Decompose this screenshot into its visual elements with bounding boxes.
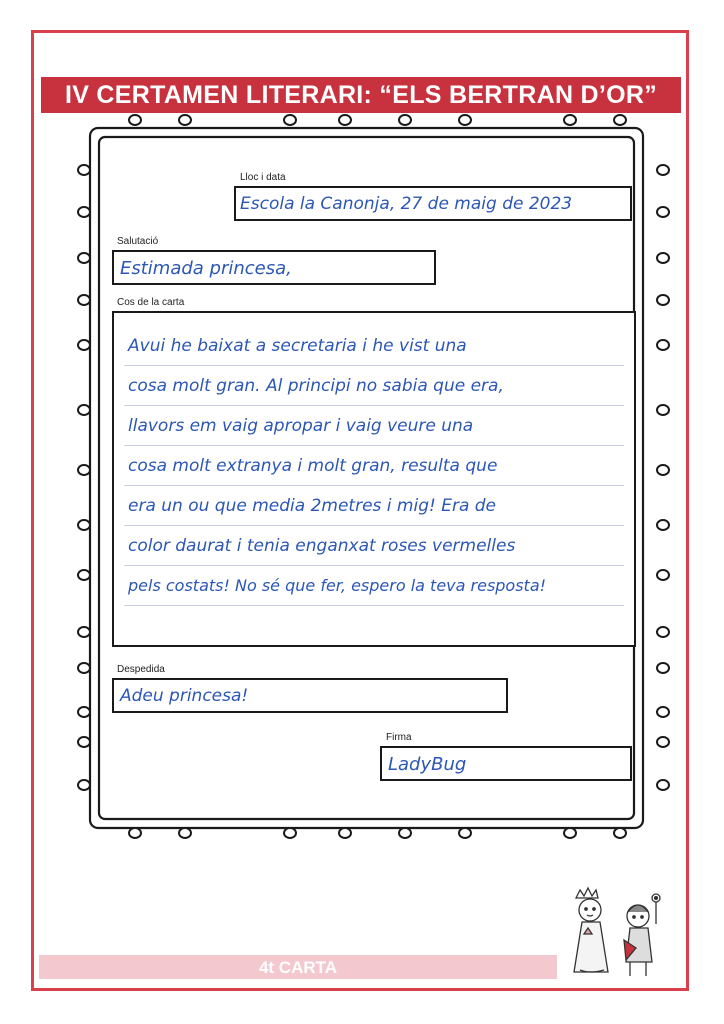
body-box: [112, 311, 636, 647]
body-line: cosa molt extranya i molt gran, resulta que: [124, 447, 624, 486]
body-line: era un ou que media 2metres i mig! Era de: [124, 487, 624, 526]
frame-loop: [657, 737, 669, 747]
frame-loop: [657, 520, 669, 530]
frame-loop: [284, 828, 296, 838]
frame-loop: [339, 115, 351, 125]
frame-loop: [657, 570, 669, 580]
letter-number-bar: 4t CARTA: [39, 955, 557, 979]
frame-loop: [78, 465, 90, 475]
frame-loop: [657, 340, 669, 350]
signature-label: Firma: [386, 732, 412, 743]
frame-loop: [657, 165, 669, 175]
body-line: Avui he baixat a secretaria i he vist una: [124, 327, 624, 366]
frame-loop: [657, 627, 669, 637]
farewell-box: [112, 678, 508, 713]
salutation-label: Salutació: [117, 236, 159, 247]
frame-loop: [657, 663, 669, 673]
frame-loop: [129, 828, 141, 838]
frame-loop: [78, 780, 90, 790]
frame-loop: [399, 828, 411, 838]
body-line: color daurat i tenia enganxat roses vermelles: [124, 527, 624, 566]
frame-loop: [564, 115, 576, 125]
place-date-label: Lloc i data: [240, 172, 286, 183]
frame-loop: [78, 737, 90, 747]
signature-box: [380, 746, 632, 781]
body-label: Cos de la carta: [117, 297, 185, 308]
signature-value: LadyBug: [388, 754, 467, 775]
frame-loop: [657, 465, 669, 475]
frame-loop: [129, 115, 141, 125]
frame-loop: [657, 780, 669, 790]
frame-loop: [657, 295, 669, 305]
frame-loop: [78, 627, 90, 637]
frame-loop: [657, 207, 669, 217]
frame-loop: [459, 115, 471, 125]
place-date-box: [234, 186, 632, 221]
place-date-value: Escola la Canonja, 27 de maig de 2023: [240, 194, 573, 214]
frame-loop: [339, 828, 351, 838]
salutation-value: Estimada princesa,: [120, 258, 292, 279]
frame-loop: [78, 165, 90, 175]
frame-loop: [399, 115, 411, 125]
frame-loop: [78, 663, 90, 673]
frame-loop: [284, 115, 296, 125]
salutation-box: [112, 250, 436, 285]
princess-knight-illustration: [560, 884, 672, 980]
frame-loop: [179, 115, 191, 125]
frame-loop: [78, 253, 90, 263]
frame-loop: [78, 295, 90, 305]
frame-loop: [78, 570, 90, 580]
frame-loop: [78, 405, 90, 415]
frame-loop: [179, 828, 191, 838]
body-line: llavors em vaig apropar i vaig veure una: [124, 407, 624, 446]
frame-loop: [459, 828, 471, 838]
farewell-label: Despedida: [117, 664, 165, 675]
frame-loop: [564, 828, 576, 838]
frame-loop: [614, 828, 626, 838]
frame-loop: [614, 115, 626, 125]
frame-loop: [78, 707, 90, 717]
farewell-value: Adeu princesa!: [120, 686, 249, 706]
body-line: pels costats! No sé que fer, espero la teva resposta!: [124, 567, 624, 606]
frame-loop: [78, 207, 90, 217]
frame-loop: [78, 520, 90, 530]
frame-loop: [657, 405, 669, 415]
frame-loop: [78, 340, 90, 350]
frame-loop: [657, 253, 669, 263]
frame-loop: [657, 707, 669, 717]
body-line: cosa molt gran. Al principi no sabia que era,: [124, 367, 624, 406]
page-title: IV CERTAMEN LITERARI: “ELS BERTRAN D’OR”: [41, 77, 681, 113]
